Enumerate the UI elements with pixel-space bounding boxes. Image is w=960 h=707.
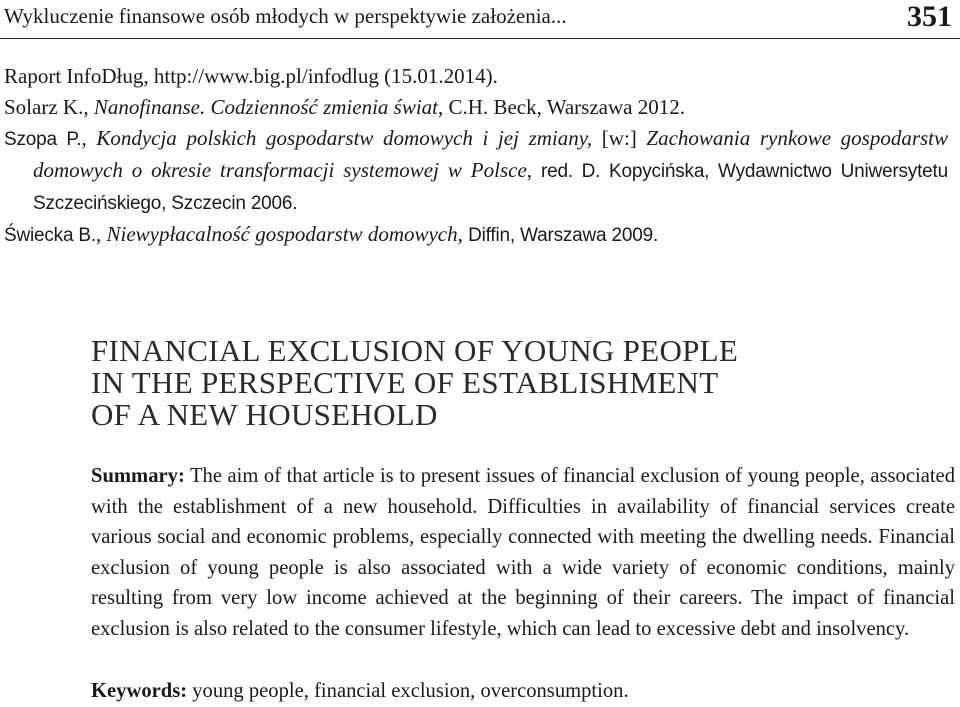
reference-title: Zachowania rynkowe gospodarstw domowych o okresie transformacji systemowej w Polsce [33, 126, 949, 182]
reference-item [4, 92, 948, 123]
running-header [0, 0, 960, 39]
running-title: Wykluczenie finansowe osób młodych w perspektywie założenia... [4, 4, 567, 28]
reference-item [4, 219, 948, 251]
reference-title: Niewypłacalność gospodarstw domowych [106, 222, 458, 246]
reference-publisher: red. D. Kopycińska, Wydawnictwo Uniwersytetu Szczecińskiego, Szczecin 2006. [33, 161, 948, 214]
reference-separator: , [526, 158, 541, 182]
reference-item [4, 61, 948, 92]
reference-separator: , [81, 126, 97, 150]
reference-title: Kondycja polskich gospodarstw domowych i jej zmiany, [96, 126, 602, 150]
reference-author: Solarz K., [4, 95, 94, 119]
abstract-title-line: FINANCIAL EXCLUSION OF YOUNG PEOPLE [91, 333, 739, 368]
summary-label: Summary: [91, 465, 185, 487]
reference-publisher: Diffin, Warszawa 2009. [468, 225, 659, 246]
reference-author: Szopa P. [4, 129, 82, 150]
reference-separator: , [95, 222, 107, 246]
abstract-title-line: OF A NEW HOUSEHOLD [91, 397, 438, 432]
abstract-title-line: IN THE PERSPECTIVE OF ESTABLISHMENT [91, 365, 719, 400]
keywords-text: young people, financial exclusion, overconsumption. [187, 680, 629, 702]
keywords-paragraph [91, 676, 955, 706]
keywords-label: Keywords: [91, 680, 188, 702]
summary-paragraph [91, 461, 955, 645]
reference-title: Nanofinanse. Codzienność zmienia świat [93, 95, 439, 119]
page-number: 351 [907, 0, 952, 33]
summary-text: The aim of that article is to present issues of financial exclusion of young people, associated with the establishment of a new household. Difficulties in availability of financial services create various social and economic problems, especially connected with meeting the dwelling needs. Financial exclusion of young people is also associated with a wide variety of economic conditions, mainly resulting from very low income achieved at the beginning of their careers. The impact of financial exclusion is also related to the consumer lifestyle, which can lead to excessive debt and insolvency. [91, 465, 955, 640]
reference-bracket: [w:] [601, 126, 637, 150]
reference-publisher: , C.H. Beck, Warszawa 2012. [438, 95, 685, 119]
reference-text: Raport InfoDług, http://www.big.pl/infodlug (15.01.2014). [4, 64, 498, 88]
reference-item [4, 123, 948, 219]
reference-list [4, 61, 948, 251]
reference-separator: , [457, 222, 469, 246]
reference-author: Świecka B. [4, 225, 96, 246]
abstract-title [91, 335, 951, 431]
